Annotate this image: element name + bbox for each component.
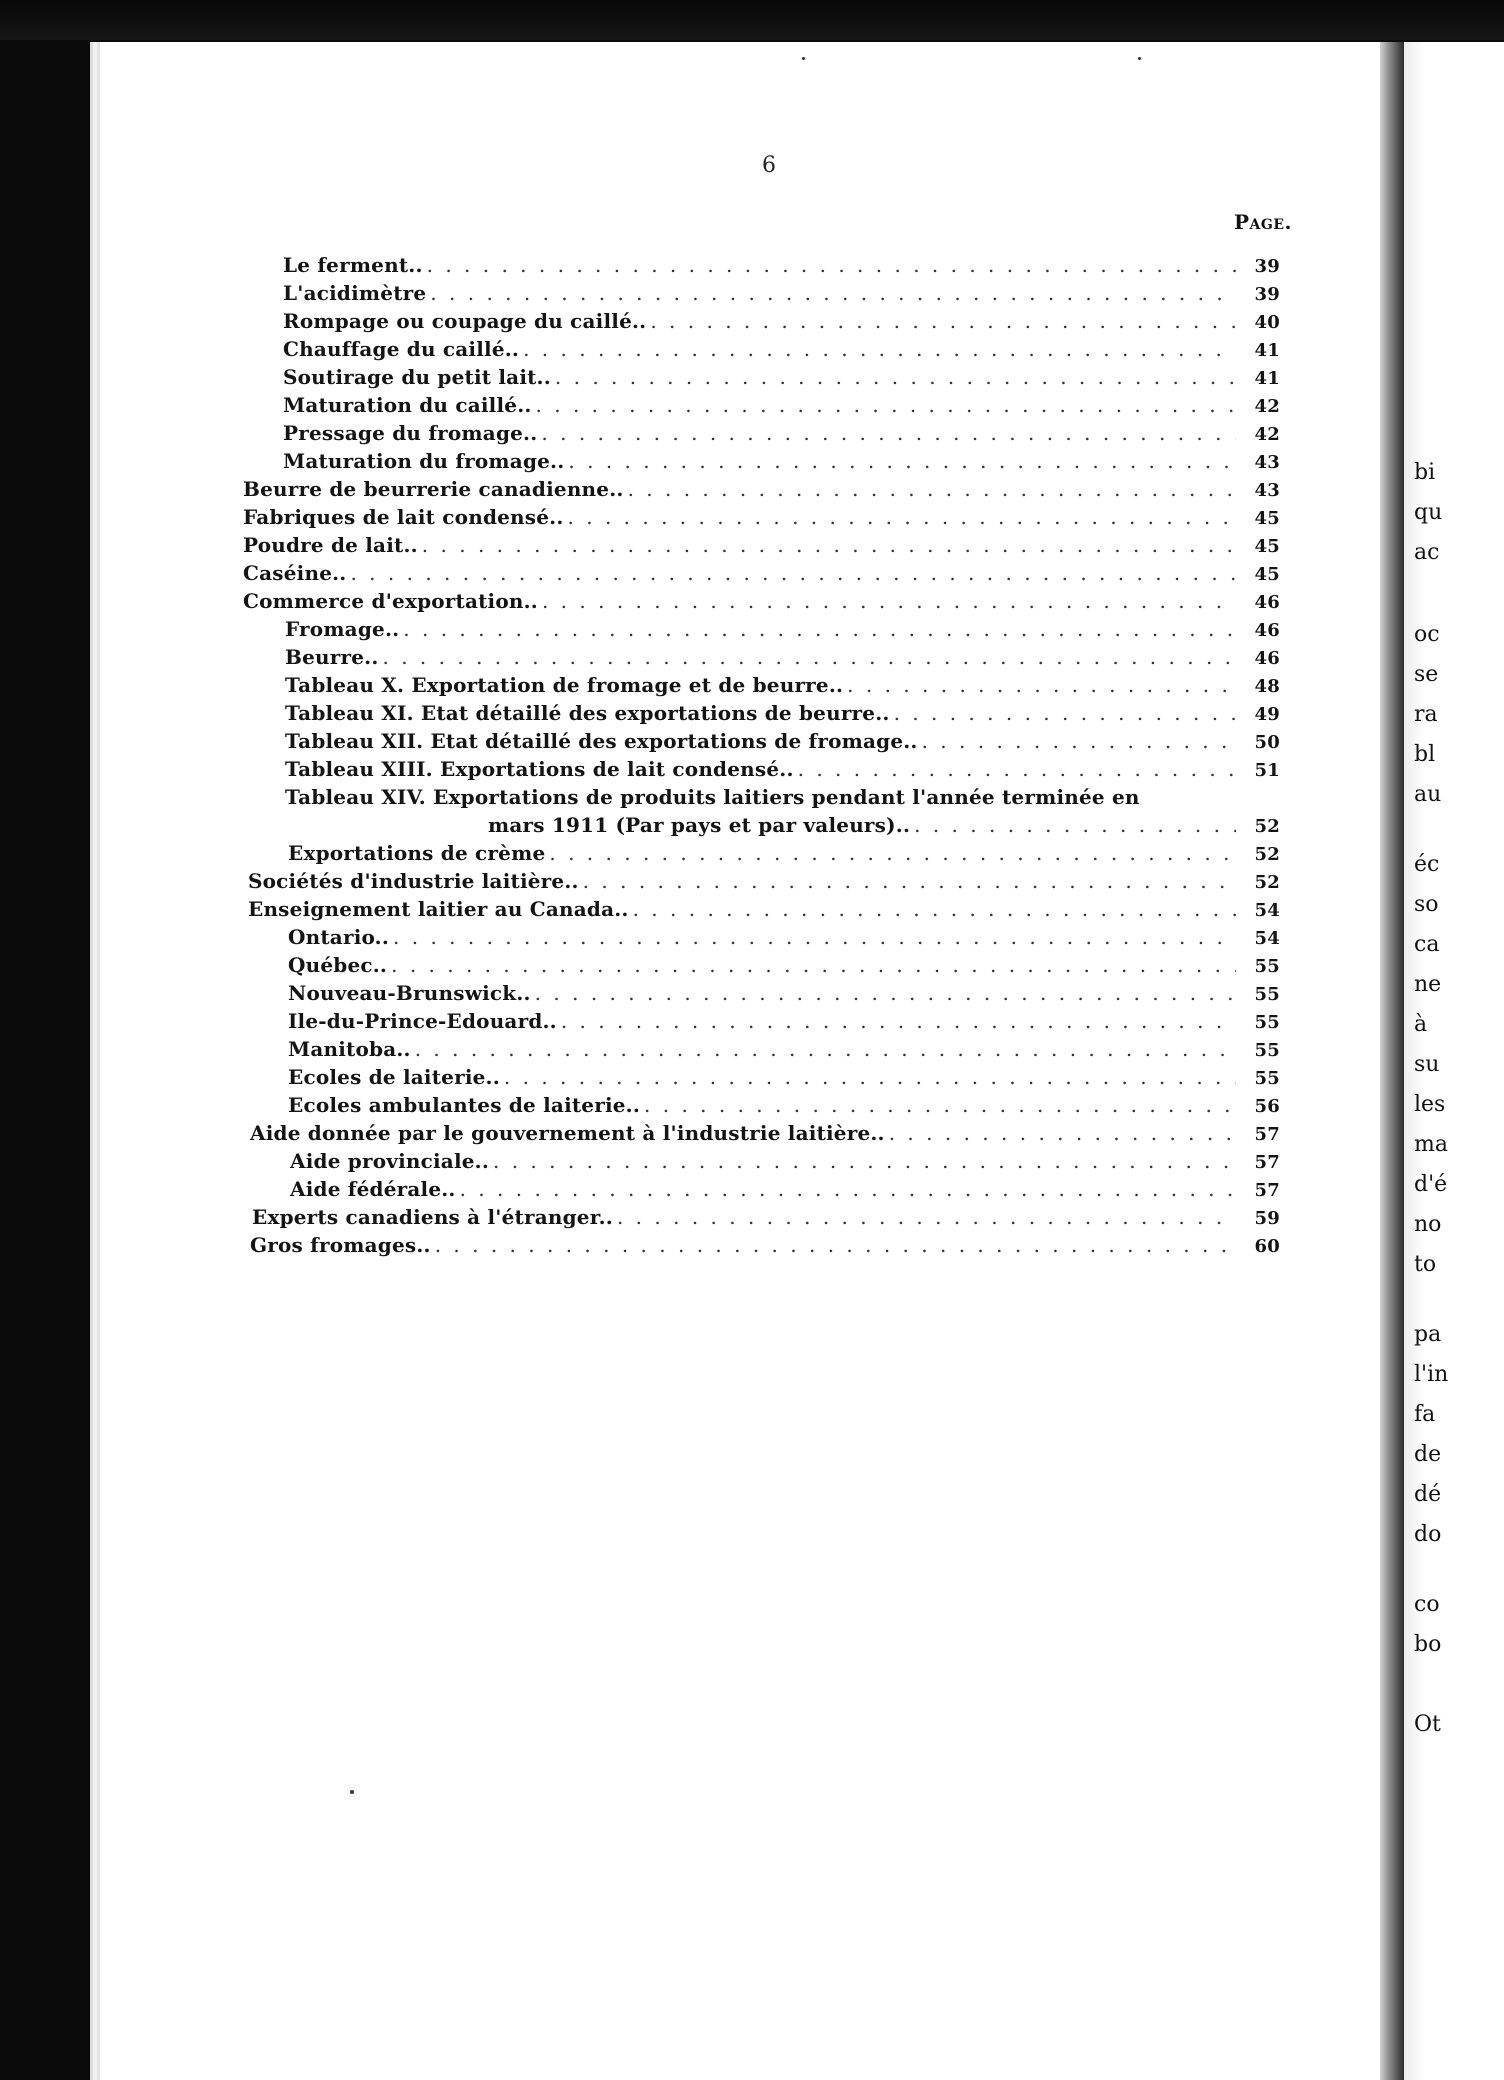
toc-entry-label: Gros fromages.. <box>250 1233 431 1257</box>
leader-dots <box>435 1231 1236 1259</box>
leader-dots <box>914 811 1236 839</box>
toc-entry-page: 52 <box>1254 816 1280 837</box>
toc-entry-label: Rompage ou coupage du caillé.. <box>283 309 647 333</box>
leader-dots <box>644 1091 1236 1119</box>
toc-entry <box>285 727 1280 757</box>
leader-dots <box>493 1147 1236 1175</box>
leader-dots <box>561 1007 1236 1035</box>
toc-entry <box>283 419 1280 449</box>
toc-entry <box>285 615 1280 645</box>
toc-entry-page: 55 <box>1254 1012 1280 1033</box>
toc-entry-label: Aide fédérale.. <box>290 1177 456 1201</box>
toc-entry-label: Tableau XIV. Exportations de produits laitiers pendant l'année terminée en <box>285 785 1140 809</box>
leader-dots <box>798 755 1236 783</box>
leader-dots <box>542 587 1236 615</box>
toc-entry <box>288 979 1280 1009</box>
leader-dots <box>383 643 1237 671</box>
toc-entry-label: Fromage.. <box>285 617 400 641</box>
leader-dots <box>350 559 1236 587</box>
toc-entry-page: 40 <box>1254 312 1280 333</box>
toc-entry <box>283 251 1280 281</box>
toc-entry-label: Beurre.. <box>285 645 379 669</box>
toc-entry-continuation <box>488 811 1280 841</box>
adjacent-page-text: oc <box>1414 622 1440 647</box>
toc-entry <box>283 391 1280 421</box>
toc-entry-label: Pressage du fromage.. <box>283 421 538 445</box>
toc-entry-label: Beurre de beurrerie canadienne.. <box>243 477 624 501</box>
toc-entry-label: Chauffage du caillé.. <box>283 337 520 361</box>
adjacent-page-text: se <box>1414 662 1439 687</box>
toc-entry-page: 42 <box>1254 396 1280 417</box>
toc-entry <box>288 923 1280 953</box>
adjacent-page-text: bi <box>1414 460 1436 485</box>
adjacent-page-text: ra <box>1414 702 1438 727</box>
adjacent-page-text: les <box>1414 1092 1446 1117</box>
leader-dots <box>536 391 1236 419</box>
toc-entry-page: 43 <box>1254 480 1280 501</box>
toc-entry-page: 54 <box>1254 928 1280 949</box>
toc-entry-page: 46 <box>1254 592 1280 613</box>
toc-entry-page: 60 <box>1254 1236 1280 1257</box>
toc-entry-page: 41 <box>1254 368 1280 389</box>
toc-entry-label: Commerce d'exportation.. <box>243 589 538 613</box>
toc-entry <box>243 503 1280 533</box>
toc-entry <box>288 839 1280 869</box>
toc-entry-page: 50 <box>1254 732 1280 753</box>
leader-dots <box>541 419 1236 447</box>
toc-entry-label: Tableau XIII. Exportations de lait condensé.. <box>285 757 794 781</box>
scan-speck <box>1138 57 1141 60</box>
toc-entry-page: 46 <box>1254 620 1280 641</box>
toc-entry-label: Enseignement laitier au Canada.. <box>248 897 629 921</box>
toc-entry-page: 39 <box>1254 284 1280 305</box>
toc-entry-page: 45 <box>1254 536 1280 557</box>
toc-entry-label: Caséine.. <box>243 561 347 585</box>
toc-entry <box>288 1007 1280 1037</box>
toc-entry <box>283 279 1280 309</box>
toc-entry <box>285 671 1280 701</box>
toc-entry <box>285 755 1280 785</box>
toc-entry-page: 56 <box>1254 1096 1280 1117</box>
toc-entry-label: Fabriques de lait condensé.. <box>243 505 564 529</box>
toc-entry-page: 43 <box>1254 452 1280 473</box>
adjacent-page-text: no <box>1414 1212 1442 1237</box>
toc-entry-page: 52 <box>1254 844 1280 865</box>
toc-entry-page: 51 <box>1254 760 1280 781</box>
toc-entry-label: L'acidimètre <box>283 281 427 305</box>
adjacent-page-text: ca <box>1414 932 1440 957</box>
toc-entry-label: Nouveau-Brunswick.. <box>288 981 531 1005</box>
toc-entry <box>288 951 1280 981</box>
toc-entry-label: Soutirage du petit lait.. <box>283 365 551 389</box>
toc-entry-page: 54 <box>1254 900 1280 921</box>
toc-entry-page: 59 <box>1254 1208 1280 1229</box>
adjacent-page-text: to <box>1414 1252 1437 1277</box>
toc-entry-label: Tableau XII. Etat détaillé des exportations de fromage.. <box>285 729 918 753</box>
adjacent-page-text: do <box>1414 1522 1442 1547</box>
toc-entry <box>288 1063 1280 1093</box>
toc-entry <box>285 643 1280 673</box>
adjacent-page-text: au <box>1414 782 1442 807</box>
adjacent-page-text: à <box>1414 1012 1428 1037</box>
leader-dots <box>422 531 1236 559</box>
toc-entry <box>288 1035 1280 1065</box>
adjacent-page-text: bo <box>1414 1632 1442 1657</box>
toc-entry-label: Ile-du-Prince-Edouard.. <box>288 1009 557 1033</box>
toc-entry-label: mars 1911 (Par pays et par valeurs).. <box>488 813 911 837</box>
toc-entry <box>285 699 1280 729</box>
toc-entry <box>285 783 1280 811</box>
toc-entry-label: Tableau XI. Etat détaillé des exportations de beurre.. <box>285 701 890 725</box>
toc-entry <box>248 895 1280 925</box>
adjacent-page-text: ma <box>1414 1132 1448 1157</box>
adjacent-page-text: de <box>1414 1442 1442 1467</box>
toc-entry <box>283 307 1280 337</box>
adjacent-page-text: d'é <box>1414 1172 1448 1197</box>
toc-entry-page: 42 <box>1254 424 1280 445</box>
toc-entry-label: Tableau X. Exportation de fromage et de beurre.. <box>285 673 844 697</box>
toc-entry-page: 55 <box>1254 1068 1280 1089</box>
toc-entry <box>283 363 1280 393</box>
toc-entry-page: 41 <box>1254 340 1280 361</box>
leader-dots <box>922 727 1236 755</box>
scan-speck <box>350 1790 354 1794</box>
leader-dots <box>617 1203 1236 1231</box>
toc-entry <box>243 587 1280 617</box>
toc-entry-label: Maturation du caillé.. <box>283 393 532 417</box>
toc-entry-label: Ecoles ambulantes de laiterie.. <box>288 1093 641 1117</box>
leader-dots <box>555 363 1236 391</box>
leader-dots <box>391 951 1236 979</box>
leader-dots <box>523 335 1236 363</box>
adjacent-page-text: su <box>1414 1052 1440 1077</box>
toc-entry-label: Québec.. <box>288 953 388 977</box>
toc-entry-page: 57 <box>1254 1152 1280 1173</box>
adjacent-page-text: qu <box>1414 500 1443 525</box>
leader-dots <box>415 1035 1236 1063</box>
adjacent-page-text: ac <box>1414 540 1440 565</box>
page-number: 6 <box>762 153 776 178</box>
leader-dots <box>403 615 1236 643</box>
toc-entry-label: Exportations de crème <box>288 841 546 865</box>
adjacent-page-text: so <box>1414 892 1439 917</box>
adjacent-page-text: dé <box>1414 1482 1442 1507</box>
leader-dots <box>633 895 1236 923</box>
toc-entry <box>250 1119 1280 1149</box>
leader-dots <box>535 979 1236 1007</box>
toc-entry-page: 39 <box>1254 256 1280 277</box>
toc-entry-page: 55 <box>1254 984 1280 1005</box>
toc-entry <box>283 335 1280 365</box>
adjacent-page-text: ne <box>1414 972 1442 997</box>
toc-entry <box>243 475 1280 505</box>
toc-entry <box>290 1147 1280 1177</box>
toc-entry-page: 45 <box>1254 508 1280 529</box>
toc-entry-page: 57 <box>1254 1124 1280 1145</box>
leader-dots <box>889 1119 1236 1147</box>
toc-entry-page: 48 <box>1254 676 1280 697</box>
leader-dots <box>847 671 1236 699</box>
toc-entry-page: 55 <box>1254 1040 1280 1061</box>
leader-dots <box>427 251 1236 279</box>
toc-entry-page: 52 <box>1254 872 1280 893</box>
adjacent-page-text: bl <box>1414 742 1436 767</box>
leader-dots <box>650 307 1236 335</box>
adjacent-page-text: co <box>1414 1592 1440 1617</box>
toc-entry <box>243 531 1280 561</box>
toc-entry-page: 45 <box>1254 564 1280 585</box>
toc-entry-label: Le ferment.. <box>283 253 423 277</box>
toc-entry-page: 46 <box>1254 648 1280 669</box>
toc-entry-page: 49 <box>1254 704 1280 725</box>
adjacent-page-text: éc <box>1414 852 1440 877</box>
page-column-header: Page. <box>1234 210 1292 234</box>
toc-entry-label: Poudre de lait.. <box>243 533 418 557</box>
toc-entry-label: Aide provinciale.. <box>290 1149 489 1173</box>
adjacent-page-text: fa <box>1414 1402 1436 1427</box>
leader-dots <box>430 279 1236 307</box>
toc-entry-page: 57 <box>1254 1180 1280 1201</box>
toc-entry <box>288 1091 1280 1121</box>
adjacent-page-text: pa <box>1414 1322 1442 1347</box>
toc-entry-label: Ecoles de laiterie.. <box>288 1065 500 1089</box>
toc-entry-label: Ontario.. <box>288 925 390 949</box>
toc-entry <box>250 1231 1280 1261</box>
toc-entry <box>283 447 1280 477</box>
leader-dots <box>568 447 1236 475</box>
toc-entry-label: Manitoba.. <box>288 1037 411 1061</box>
leader-dots <box>504 1063 1236 1091</box>
leader-dots <box>393 923 1236 951</box>
toc-entry-label: Aide donnée par le gouvernement à l'industrie laitière.. <box>250 1121 885 1145</box>
toc-entry-label: Maturation du fromage.. <box>283 449 565 473</box>
toc-entry <box>252 1203 1280 1233</box>
leader-dots <box>549 839 1236 867</box>
adjacent-page-text: l'in <box>1414 1362 1449 1387</box>
toc-entry <box>243 559 1280 589</box>
toc-entry <box>248 867 1280 897</box>
leader-dots <box>583 867 1236 895</box>
leader-dots <box>568 503 1236 531</box>
scan-speck <box>802 57 805 60</box>
adjacent-page-text: Ot <box>1414 1712 1441 1737</box>
leader-dots <box>894 699 1236 727</box>
toc-entry-label: Sociétés d'industrie laitière.. <box>248 869 579 893</box>
toc-entry-label: Experts canadiens à l'étranger.. <box>252 1205 613 1229</box>
leader-dots <box>628 475 1236 503</box>
leader-dots <box>460 1175 1236 1203</box>
toc-entry-page: 55 <box>1254 956 1280 977</box>
toc-entry <box>290 1175 1280 1205</box>
